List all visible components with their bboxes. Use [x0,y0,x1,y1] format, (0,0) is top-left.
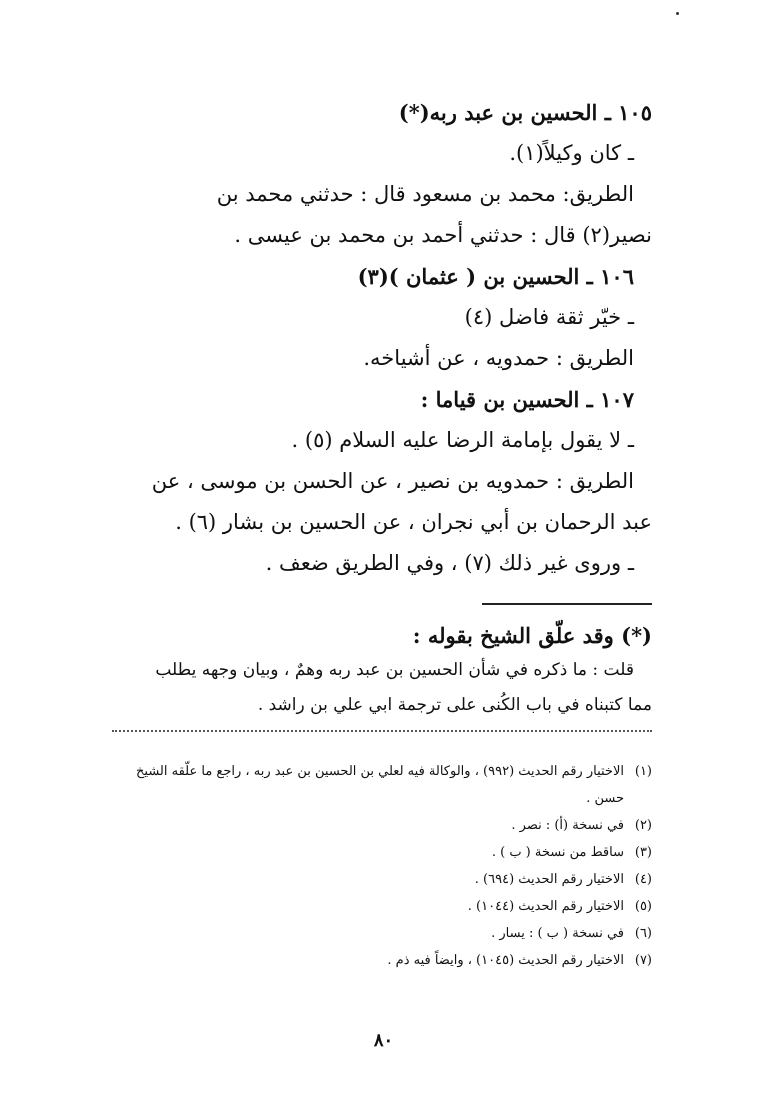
entry-heading-106: ١٠٦ ـ الحسين بن ( عثمان )(٣) [357,264,634,289]
entry-line: عبد الرحمان بن أبي نجران ، عن الحسين بن بشار (٦) . [175,510,652,534]
entry-line: ـ كان وكيلاً(١). [509,141,634,165]
page-number: ٨٠ [373,1030,394,1051]
footnote-item [112,920,652,947]
footnotes-list [112,758,652,974]
entry-line: ـ وروى غير ذلك (٧) ، وفي الطريق ضعف . [265,551,634,575]
entry-line: الطريق : حمدويه ، عن أشياخه. [363,346,634,370]
footnote-number: (٤) [634,872,652,887]
main-text [112,92,652,584]
entry-heading-105: ١٠٥ ـ الحسين بن عبد ربه(*) [398,100,652,125]
footnote-separator [482,603,652,605]
entry-line: نصير(٢) قال : حدثني أحمد بن محمد بن عيسى . [234,223,652,247]
footnote-item [112,866,652,893]
scan-speck [676,12,679,15]
footnote-item [112,812,652,839]
footnote-number: (٢) [634,818,652,833]
entry-heading-107: ١٠٧ ـ الحسين بن قياما : [420,387,634,412]
dotted-separator [112,730,652,732]
footnote-item [112,947,652,974]
footnote-text: الاختيار رقم الحديث (٦٩٤) . [474,872,624,887]
footnote-text: الاختيار رقم الحديث (١٠٤٥) ، وايضاً فيه ذم . [387,953,624,968]
entry-line: ـ لا يقول بإمامة الرضا عليه السلام (٥) . [291,428,634,452]
entry-line: ـ خيّر ثقة فاضل (٤) [464,305,634,329]
footnote-text: في نسخة ( ب ) : يسار . [491,926,624,941]
footnote-number: (٥) [634,899,652,914]
footnote-number: (٣) [634,845,652,860]
footnote-number: (٦) [634,926,652,941]
footnote-number: (١) [634,764,652,779]
footnote-item [112,893,652,920]
sheikh-note-line: مما كتبناه في باب الكُنى على ترجمة ابي علي بن راشد . [257,695,652,715]
entry-line: الطريق : حمدويه بن نصير ، عن الحسن بن موسى ، عن [151,469,634,493]
sheikh-note-title: (*) وقد علّق الشيخ بقوله : [412,623,652,648]
footnote-item [112,839,652,866]
footnote-number: (٧) [634,953,652,968]
footnote-item [112,758,652,812]
entry-line: الطريق: محمد بن مسعود قال : حدثني محمد بن [216,182,634,206]
footnote-text: الاختيار رقم الحديث (١٠٤٤) . [467,899,624,914]
sheikh-note-line: قلت : ما ذكره في شأن الحسين بن عبد ربه وهمٌ ، وبيان وجهه يطلب [155,660,634,680]
footnote-text: ساقط من نسخة ( ب ) . [491,845,624,860]
footnote-text: الاختيار رقم الحديث (٩٩٢) ، والوكالة فيه لعلي بن الحسين بن عبد ربه ، راجع ما علّقه الشيخ حسن . [136,764,624,806]
sheikh-note [112,618,652,723]
footnote-text: في نسخة (أ) : نصر . [511,818,624,833]
